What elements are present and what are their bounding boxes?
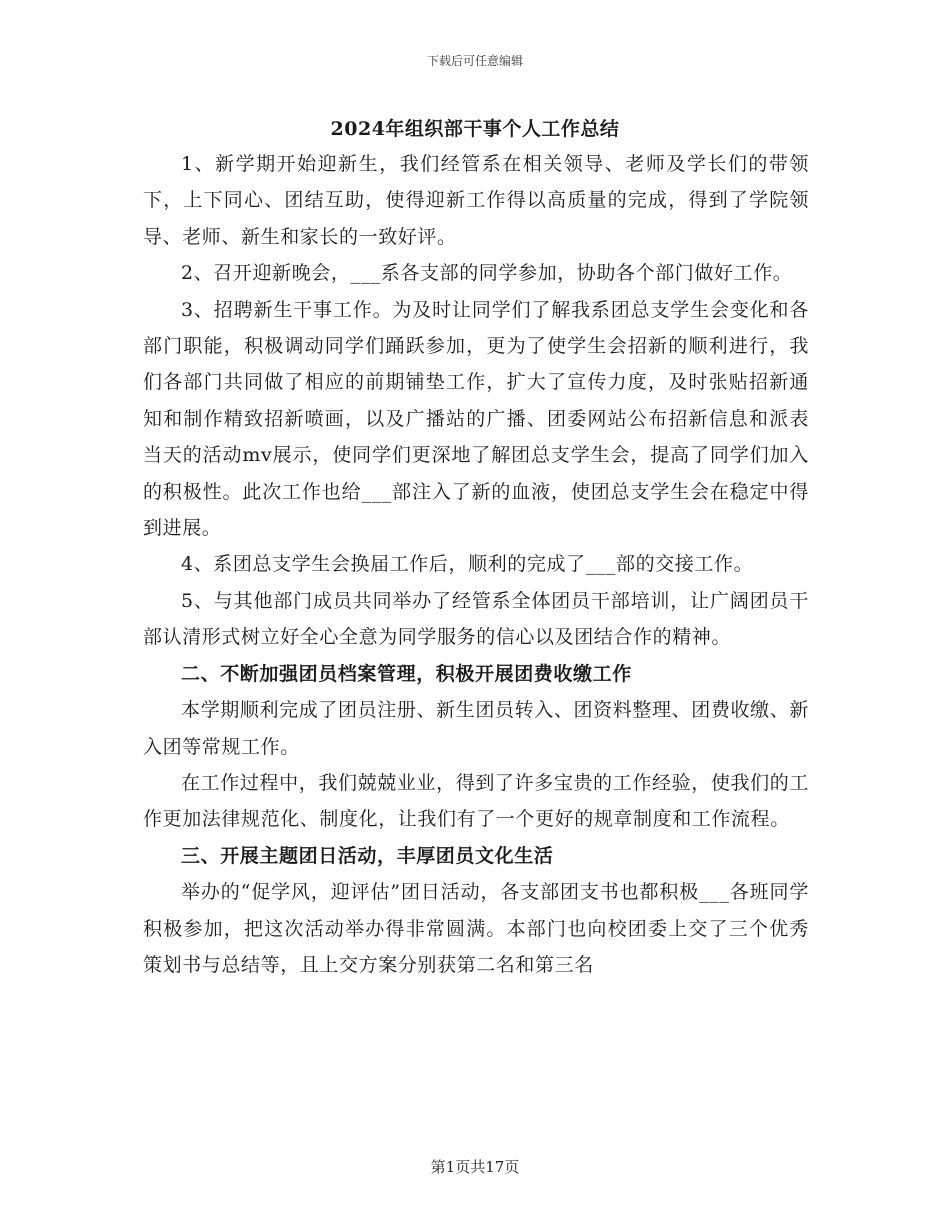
- section-heading: 三、开展主题团日活动，丰厚团员文化生活: [181, 844, 554, 867]
- paragraph: 5、与其他部门成员共同举办了经管系全体团员干部培训，让广阔团员干部认清形式树立好全心全意为同学服务的信心以及团结合作的精神。: [143, 589, 809, 649]
- document-title: 2024年组织部干事个人工作总结: [330, 118, 620, 140]
- paragraph: 3、招聘新生干事工作。为及时让同学们了解我系团总支学生会变化和各部门职能，积极调动同学们踊跃参加，更为了使学生会招新的顺利进行，我们各部门共同做了相应的前期铺垫工作，扩大了宣传力度，及时张贴招新通知和制作精致招新喷画，以及广播站的广播、团委网站公布招新信息和派表当天的活动mv展示，使同学们更深地了解团总支学生会，提高了同学们加入的积极性。此次工作也给___部注入了新的血液，使团总支学生会在稳定中得到进展。: [143, 298, 809, 540]
- paragraph: 举办的“促学风，迎评估”团日活动，各支部团支书也都积极___各班同学积极参加，把这次活动举办得非常圆满。本部门也向校团委上交了三个优秀策划书与总结等，且上交方案分别获第二名和第三名: [143, 881, 809, 976]
- page-footer: 第1页共17页: [430, 1158, 520, 1176]
- document-body: [143, 146, 809, 983]
- paragraph: 在工作过程中，我们兢兢业业，得到了许多宝贵的工作经验，使我们的工作更加法律规范化、制度化，让我们有了一个更好的规章制度和工作流程。: [143, 771, 809, 831]
- paragraph: 本学期顺利完成了团员注册、新生团员转入、团资料整理、团费收缴、新入团等常规工作。: [143, 699, 809, 758]
- paragraph: 2、召开迎新晚会，___系各支部的同学参加，协助各个部门做好工作。: [181, 262, 793, 285]
- paragraph: 1、新学期开始迎新生，我们经管系在相关领导、老师及学长们的带领下，上下同心、团结互助，使得迎新工作得以高质量的完成，得到了学院领导、老师、新生和家长的一致好评。: [143, 153, 809, 248]
- header-note: 下载后可任意编辑: [426, 54, 523, 68]
- paragraph: 4、系团总支学生会换届工作后，顺利的完成了___部的交接工作。: [181, 553, 754, 576]
- section-heading: 二、不断加强团员档案管理，积极开展团费收缴工作: [181, 662, 632, 685]
